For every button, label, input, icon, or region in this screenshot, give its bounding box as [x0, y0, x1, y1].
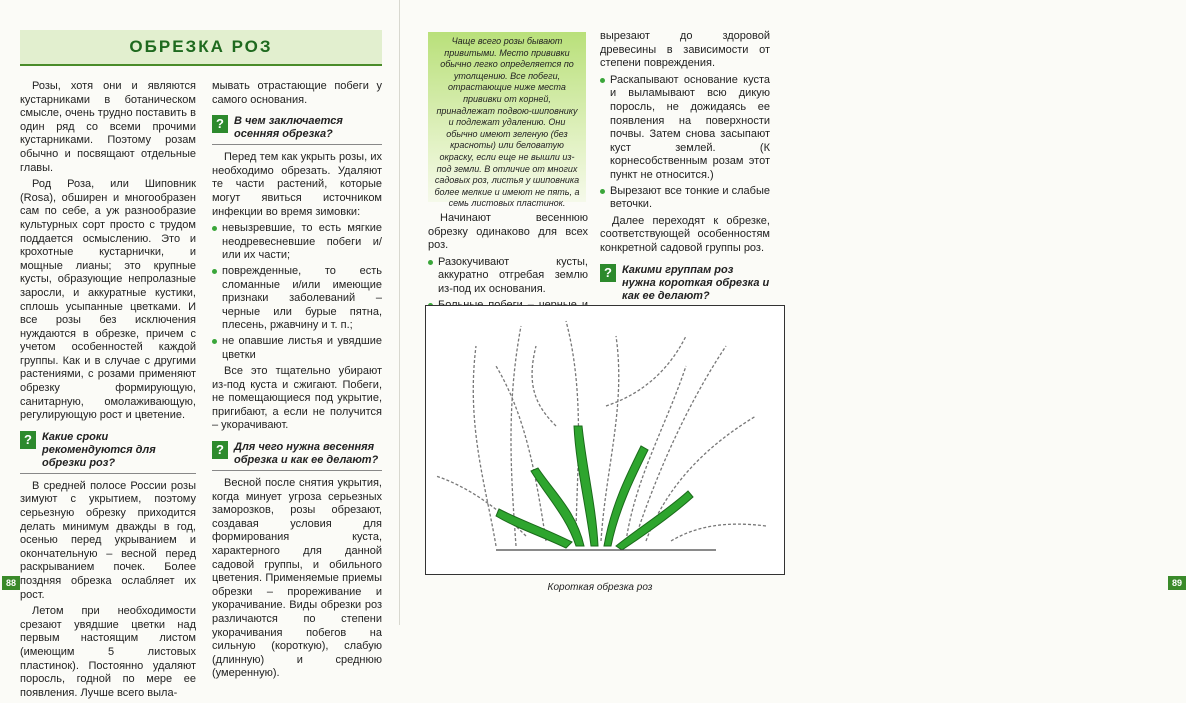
note-box [428, 32, 586, 209]
left-column-2 [212, 80, 382, 684]
rootstock-bullet-list [600, 74, 770, 212]
page-number: 88 [2, 576, 20, 590]
rose-bush-illustration [425, 305, 785, 575]
page-number: 89 [1168, 576, 1186, 590]
intro-paragraph: Розы, хотя они и являются кустарниками в ботаническом смысле, очень трудно поставить в один ряд со всеми прочими кустарниками. Поэтому розам обычно и посвящают отдельные главы. [20, 80, 196, 174]
question-timing [20, 431, 196, 474]
spring-start-paragraph: Начинают весеннюю обрезку одинаково для всех роз. [428, 212, 588, 252]
summer-paragraph: Летом при необходимости срезают увядшие цветки над первым настоящим листом (имеющим 5 листовых пластинок). Постоянно удаляют поросль, годной по мере ее появления. Лучше всего выла- [20, 605, 196, 699]
bullet-item: Вырезают все тонкие и слабые веточки. [600, 185, 770, 212]
bullet-item: Разокучивают кусты, аккуратно отгребая землю из-под их основания. [428, 256, 588, 297]
continuation-paragraph: вырезают до здоровой древесины в зависимости от степени повреждения. [600, 30, 770, 70]
chapter-title: ОБРЕЗКА РОЗ [129, 37, 273, 56]
transition-paragraph: Далее переходят к обрезке, соответствующей особенностям конкретной садовой группы роз. [600, 214, 770, 254]
left-column-1 [20, 80, 196, 703]
question-mark-icon: ? [20, 431, 36, 449]
rose-bush-icon [426, 306, 784, 574]
bullet-item: Раскапывают основание куста и выламывают всю дикую поросль, не дожидаясь ее появления на поверхности почвы. Затем снова засыпают куст землей. (К корнесобственным розам этот пункт не относится.) [600, 74, 770, 183]
question-mark-icon: ? [212, 115, 228, 133]
spring-paragraph: Весной после снятия укрытия, когда минует угроза серьезных заморозков, розы обрезают, создавая условия для формирования куста, характерного для данной садовой группы, и обильного цветения. Применяемые приемы обрезки – прореживание и укорачивание. Виды обрезки роз различаются по степени укорачивания побегов на сильную (короткую), слабую (длинную) и среднюю (умеренную). [212, 477, 382, 680]
question-short-pruning [600, 264, 770, 307]
bullet-item: не опавшие листья и увядшие цветки [212, 335, 382, 362]
question-mark-icon: ? [212, 441, 228, 459]
genus-paragraph: Род Роза, или Шиповник (Rosa), обширен и многообразен сам по себе, а уж разнообразие культурных сорт просто с трудом поддается осмыслению. Это и крохотные кустарнички, и мощные лианы; это крупные кусты, образующие непролазные заросли, и аккуратные кустики, сплошь усыпанные цветками. И все розы без исключения нуждаются в обрезке, причем с учетом особенностей каждой группы. Как и в случае с другими растениями, с розами применяют обрезку формирующую, санитарную, омолаживающую, регулирующую рост и цветение. [20, 178, 196, 422]
question-spring-text: Для чего нужна весенняя обрезка и как ее делают? [234, 441, 379, 467]
autumn-paragraph: Перед тем как укрыть розы, их необходимо обрезать. Удаляют те части растений, которые могут явиться источником инфекции во время зимовки: [212, 151, 382, 218]
timing-paragraph: В средней полосе России розы зимуют с укрытием, поэтому серьезную обрезку приходится делать минимум дважды в год, осенью перед укрыванием и окончательную – весной перед раскрыванием почек. Более поздняя обрезка ослабляет их рост. [20, 479, 196, 601]
left-page [0, 0, 400, 699]
question-timing-text: Какие сроки рекомендуются для обрезки роз? [42, 430, 156, 469]
question-mark-icon: ? [600, 264, 616, 282]
question-short-pruning-text: Какими группам роз нужна короткая обрезка и как ее делают? [622, 263, 770, 302]
note-text: Чаще всего розы бывают привитыми. Место прививки обычно легко определяется по утолщению. Все побеги, отрастающие ниже места прививки от корней, принадлежат подвою-шиповнику и подлежат удалению. Они обычно имеют зеленую (без красноты) или беловатую окраску, если еще не вышли из-под земли. В отличие от многих садовых роз, листья у шиповника более мелкие и имеют не пять, а семь листовых пластинок. [434, 36, 580, 209]
continuation-paragraph: мывать отрастающие побеги у самого основания. [212, 80, 382, 106]
cleanup-paragraph: Все это тщательно убирают из-под куста и сжигают. Побеги, не помещающиеся под укрытие, пригибают, а если не получится – укорачивают. [212, 365, 382, 432]
question-autumn-text: В чем заключается осенняя обрезка? [234, 115, 343, 141]
illustration-caption: Короткая обрезка роз [547, 582, 653, 593]
question-spring [212, 441, 382, 471]
bullet-item: поврежденные, то есть сломанные и/или имеющие признаки заболеваний – черные или бурые пятна, плесень, ржавчину и т. п.; [212, 265, 382, 333]
question-autumn [212, 115, 382, 145]
right-page [400, 0, 1182, 625]
bullet-item: невызревшие, то есть мягкие неодревесневшие побеги и/или их части; [212, 222, 382, 263]
chapter-title-bar [20, 30, 382, 66]
autumn-bullet-list [212, 222, 382, 362]
